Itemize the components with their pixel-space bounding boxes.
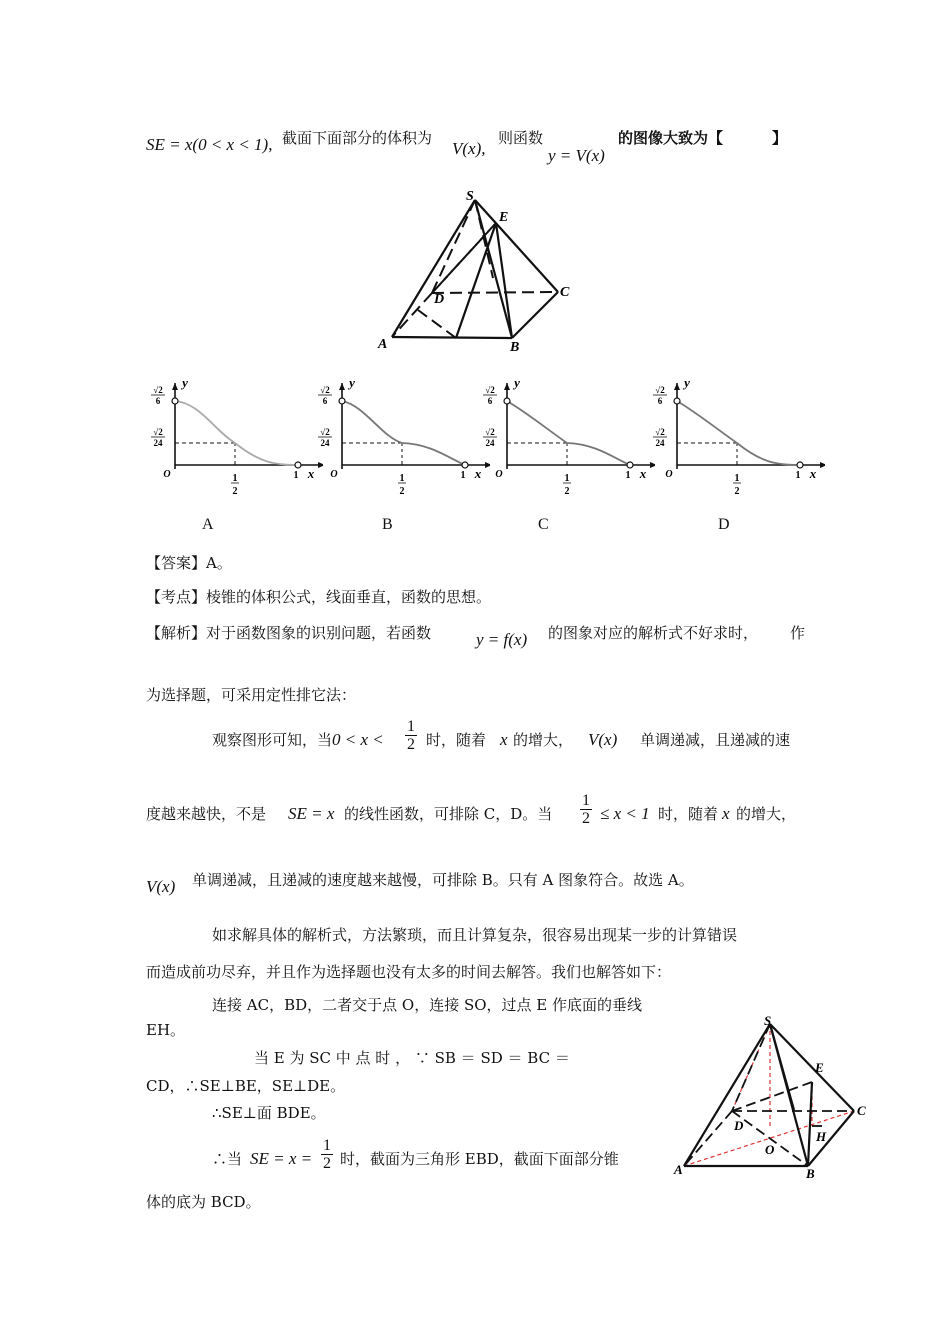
jiexi-l5: 单调递减，且递减的速度越来越慢，可排除 B。只有 A 图象符合。故选 A。	[192, 871, 694, 889]
l3-frac-d: 2	[407, 736, 415, 753]
jiexi-l4a: 度越来越快，不是	[146, 805, 267, 823]
y-top-den: 6	[657, 396, 663, 406]
l3-ineq: 0 < x <	[332, 730, 384, 749]
question-text-4: 】	[772, 129, 788, 147]
x-half-den: 2	[734, 486, 740, 497]
x-end-label: 1	[293, 470, 299, 481]
l13-frac-n: 1	[323, 1137, 331, 1154]
l3-x: x	[500, 730, 508, 749]
l13-m: SE = x =	[250, 1149, 313, 1168]
open-point-top	[674, 398, 680, 404]
curve-b	[342, 401, 465, 465]
y-mid-num: √2	[320, 427, 330, 437]
pyramid-figure-2	[672, 1008, 882, 1180]
label-d: D	[434, 292, 445, 307]
x-half-den: 2	[564, 486, 570, 497]
curve-a	[175, 401, 298, 465]
jiexi-l14: 体的底为 BCD。	[146, 1193, 261, 1211]
jiexi-l4d: 的增大，	[736, 805, 797, 823]
open-point-end	[295, 462, 301, 468]
question-text-3: 的图像大致为【	[618, 129, 724, 147]
jiexi-l12: ∴SE⊥面 BDE。	[212, 1104, 326, 1122]
option-graph-c	[480, 375, 655, 500]
func-expr: y = V(x)	[548, 146, 605, 165]
l4-frac-d: 2	[582, 810, 590, 827]
p2-label-b: B	[806, 1166, 815, 1180]
p2-label-a: A	[674, 1162, 683, 1177]
y-axis-name: y	[182, 375, 188, 390]
jiexi-l1b: 的图象对应的解析式不好求时，	[548, 624, 759, 642]
y-top-den: 6	[487, 396, 493, 406]
jiexi-l11: CD，∴SE⊥BE，SE⊥DE。	[146, 1077, 346, 1095]
x-axis-name: x	[474, 466, 482, 481]
jiexi-l13b: 时，截面为三角形 EBD，截面下面部分锥	[340, 1150, 619, 1168]
y-mid-den: 24	[153, 438, 163, 448]
y-mid-num: √2	[153, 427, 163, 437]
open-point-top	[172, 398, 178, 404]
p2-label-s: S	[764, 1013, 772, 1028]
kaodian-tag: 【考点】	[146, 588, 207, 606]
y-axis-name: y	[514, 375, 520, 390]
y-top-num: √2	[485, 385, 495, 395]
answer-text: A。	[206, 554, 232, 572]
x-end-label: 1	[795, 470, 801, 481]
jiexi-l3b: 时，随着	[426, 731, 487, 749]
y-top-num: √2	[655, 385, 665, 395]
condition: SE = x(0 < x < 1),	[146, 135, 273, 154]
f-expr: y = f(x)	[476, 630, 528, 649]
open-point-top	[339, 398, 345, 404]
y-mid-den: 24	[655, 438, 665, 448]
open-point-end	[462, 462, 468, 468]
answer-tag: 【答案】	[146, 554, 207, 572]
question-line	[146, 135, 272, 155]
curve-c	[507, 401, 630, 465]
x-axis-name: x	[809, 466, 817, 481]
l4-frac-n: 1	[582, 792, 590, 809]
jiexi-l4b: 的线性函数，可排除 C，D。当	[344, 805, 553, 823]
question-text-1: 截面下面部分的体积为	[282, 129, 433, 147]
answer-line	[146, 553, 232, 573]
x-arrow-icon	[820, 462, 825, 468]
jiexi-l10: 当 E 为 SC 中 点 时 ， ∵ SB ＝ SD ＝ BC ＝	[254, 1049, 570, 1067]
y-top-num: √2	[320, 385, 330, 395]
jiexi-l1c: 作	[790, 624, 806, 642]
option-graph-d	[650, 375, 825, 500]
x-half-num: 1	[734, 473, 740, 484]
jiexi-l4c: 时，随着	[658, 805, 719, 823]
origin-label: O	[495, 469, 503, 480]
pyramid-figure-1	[370, 185, 580, 355]
origin-label: O	[665, 469, 673, 480]
x-end-label: 1	[625, 470, 631, 481]
p2-label-o: O	[765, 1142, 775, 1157]
label-a: A	[378, 337, 388, 352]
vx-expr: V(x),	[452, 139, 486, 158]
option-b-label: B	[382, 516, 393, 533]
x-half-num: 1	[399, 473, 405, 484]
label-c: C	[560, 285, 570, 300]
l4-x: x	[722, 804, 730, 823]
open-point-end	[627, 462, 633, 468]
option-graph-a	[148, 375, 323, 500]
x-axis-name: x	[307, 466, 315, 481]
y-mid-den: 24	[320, 438, 330, 448]
p2-label-d: D	[734, 1118, 744, 1133]
l13-frac-d: 2	[323, 1155, 331, 1172]
x-half-num: 1	[564, 473, 570, 484]
l4-m: SE = x	[288, 804, 335, 823]
y-mid-den: 24	[485, 438, 495, 448]
p2-label-e: E	[815, 1060, 824, 1075]
kaodian-text: 棱锥的体积公式，线面垂直，函数的思想。	[206, 588, 492, 606]
l5-v: V(x)	[146, 877, 176, 896]
jiexi-l1a: 对于函数图象的识别问题，若函数	[206, 624, 432, 642]
jiexi-l3d: 单调递减，且递减的速	[640, 731, 791, 749]
x-half-den: 2	[399, 486, 405, 497]
y-mid-num: √2	[655, 427, 665, 437]
l13-frac	[318, 1137, 336, 1172]
l3-frac-n: 1	[407, 718, 415, 735]
jiexi-l9: EH。	[146, 1021, 186, 1039]
curve-d	[677, 401, 800, 465]
jiexi-l7: 而造成前功尽弃，并且作为选择题也没有太多的时间去解答。我们也解答如下：	[146, 963, 672, 981]
x-end-label: 1	[460, 470, 466, 481]
x-half-num: 1	[232, 473, 238, 484]
l4-frac	[577, 792, 595, 827]
label-b: B	[510, 340, 520, 355]
jiexi-l3c: 的增大，	[513, 731, 574, 749]
jiexi-l8: 连接 AC，BD，二者交于点 O，连接 SO，过点 E 作底面的垂线	[212, 996, 643, 1014]
jiexi-line-2: 为选择题，可采用定性排它法：	[146, 686, 357, 704]
y-arrow-icon	[339, 383, 345, 390]
l4-m2: ≤ x < 1	[600, 804, 650, 823]
p2-label-c: C	[857, 1103, 866, 1118]
label-s: S	[466, 189, 474, 204]
origin-label: O	[330, 469, 338, 480]
open-point-end	[797, 462, 803, 468]
jiexi-line-1	[146, 623, 431, 643]
x-half-den: 2	[232, 486, 238, 497]
option-a-label: A	[202, 516, 214, 533]
y-axis-name: y	[684, 375, 690, 390]
jiexi-l3a: 观察图形可知，当	[212, 731, 333, 749]
option-c-label: C	[538, 516, 549, 533]
option-d-label: D	[718, 516, 730, 533]
y-arrow-icon	[674, 383, 680, 390]
y-top-den: 6	[322, 396, 328, 406]
label-e: E	[499, 210, 509, 225]
jiexi-l6: 如求解具体的解析式，方法繁琐，而且计算复杂，很容易出现某一步的计算错误	[212, 926, 738, 944]
y-arrow-icon	[172, 383, 178, 390]
l3-frac	[402, 718, 420, 753]
y-top-den: 6	[155, 396, 161, 406]
p2-label-h: H	[816, 1129, 827, 1144]
y-top-num: √2	[153, 385, 163, 395]
jiexi-tag: 【解析】	[146, 624, 207, 642]
x-axis-name: x	[639, 466, 647, 481]
jiexi-l13a: ∴当	[212, 1150, 243, 1168]
option-graph-b	[315, 375, 490, 500]
kaodian-line	[146, 587, 491, 607]
question-text-2: 则函数	[498, 129, 544, 147]
origin-label: O	[163, 469, 171, 480]
y-axis-name: y	[349, 375, 355, 390]
l3-v: V(x)	[588, 730, 618, 749]
y-mid-num: √2	[485, 427, 495, 437]
open-point-top	[504, 398, 510, 404]
y-arrow-icon	[504, 383, 510, 390]
